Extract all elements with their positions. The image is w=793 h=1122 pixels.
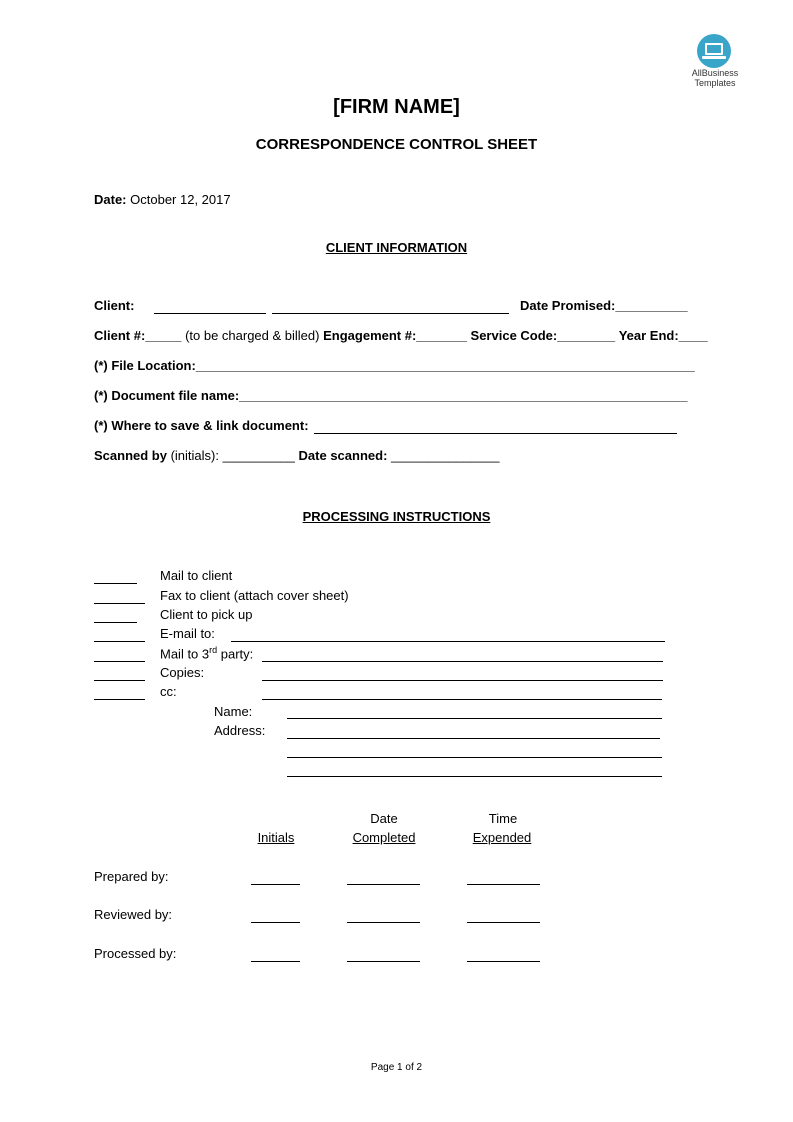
col-completed: Completed [352,830,416,845]
copies-field[interactable] [262,680,663,681]
page-number: Page 1 of 2 [370,1062,423,1073]
processing-heading: PROCESSING INSTRUCTIONS [302,509,491,524]
cc-field[interactable] [262,699,662,700]
col-initials: Initials [257,830,295,845]
prepared-initials-field[interactable] [251,884,300,885]
name-label: Name: [214,704,253,719]
address-field-2[interactable] [287,757,662,758]
col-date-top: Date [370,811,398,826]
service-code: Service Code:________ [470,328,616,343]
col-time-top: Time [488,811,518,826]
reviewed-time-field[interactable] [467,922,540,923]
third-party-field[interactable] [262,661,663,662]
checkbox-blank-third-party[interactable] [94,661,145,662]
mail-third-sup: rd [209,645,218,655]
scanned-by-label: Scanned by [94,448,167,463]
year-end: Year End:____ [618,328,708,343]
date-row [94,192,231,207]
processed-initials-field[interactable] [251,961,300,962]
mail-third-suffix: party: [217,646,254,662]
firm-name: [FIRM NAME] [333,96,460,118]
checkbox-blank-email[interactable] [94,641,145,642]
processed-by-label: Processed by: [94,946,177,961]
prepared-date-field[interactable] [347,884,420,885]
client-field-1[interactable] [154,313,266,314]
item-email-to: E-mail to: [160,626,215,641]
date-scanned-label: Date scanned: [298,448,388,463]
date-value: October 12, 2017 [130,192,231,207]
item-fax-to-client: Fax to client (attach cover sheet) [160,588,349,603]
where-to-save-field[interactable] [314,433,677,434]
item-client-pick-up: Client to pick up [160,607,253,622]
prepared-time-field[interactable] [467,884,540,885]
checkbox-blank-copies[interactable] [94,680,145,681]
client-number: Client #:_____ [94,328,182,343]
address-label: Address: [214,723,266,738]
reviewed-initials-field[interactable] [251,922,300,923]
processed-time-field[interactable] [467,961,540,962]
reviewed-date-field[interactable] [347,922,420,923]
date-label: Date: [94,192,127,207]
scanned-row [94,448,499,463]
item-cc: cc: [160,684,177,699]
client-number-row [94,328,708,343]
address-field-3[interactable] [287,776,662,777]
checkbox-blank-mail[interactable] [94,583,137,584]
allbusiness-logo [697,34,731,68]
file-location: (*) File Location:_____________________________________________________________________ [94,358,695,373]
scanned-initials: (initials): __________ [170,448,295,463]
logo-line-1: AllBusiness [691,68,739,78]
address-field-1[interactable] [287,738,660,739]
email-to-field[interactable] [231,641,665,642]
item-mail-third-party [160,645,253,661]
client-field-2[interactable] [272,313,509,314]
name-field[interactable] [287,718,662,719]
checkbox-blank-pickup[interactable] [94,622,137,623]
client-label: Client: [94,298,135,313]
reviewed-by-label: Reviewed by: [94,907,173,922]
client-info-heading: CLIENT INFORMATION [325,240,468,255]
laptop-base [702,56,726,59]
col-expended: Expended [472,830,532,845]
page-title: CORRESPONDENCE CONTROL SHEET [255,136,538,153]
engagement-number: Engagement #:_______ [323,328,467,343]
item-mail-to-client: Mail to client [160,568,233,583]
document-file-name: (*) Document file name:______________________________________________________________ [94,388,688,403]
logo-line-2: Templates [694,78,736,88]
where-to-save-label: (*) Where to save & link document: [94,418,309,433]
charged-note: (to be charged & billed) [185,328,320,343]
logo-text [680,68,750,88]
mail-third-label: Mail to 3 [160,646,210,662]
laptop-icon [705,43,723,55]
prepared-by-label: Prepared by: [94,869,169,884]
date-scanned-field: _______________ [391,448,500,463]
checkbox-blank-fax[interactable] [94,603,145,604]
checkbox-blank-cc[interactable] [94,699,145,700]
processed-date-field[interactable] [347,961,420,962]
item-copies: Copies: [160,665,205,680]
date-promised: Date Promised:__________ [520,298,688,313]
